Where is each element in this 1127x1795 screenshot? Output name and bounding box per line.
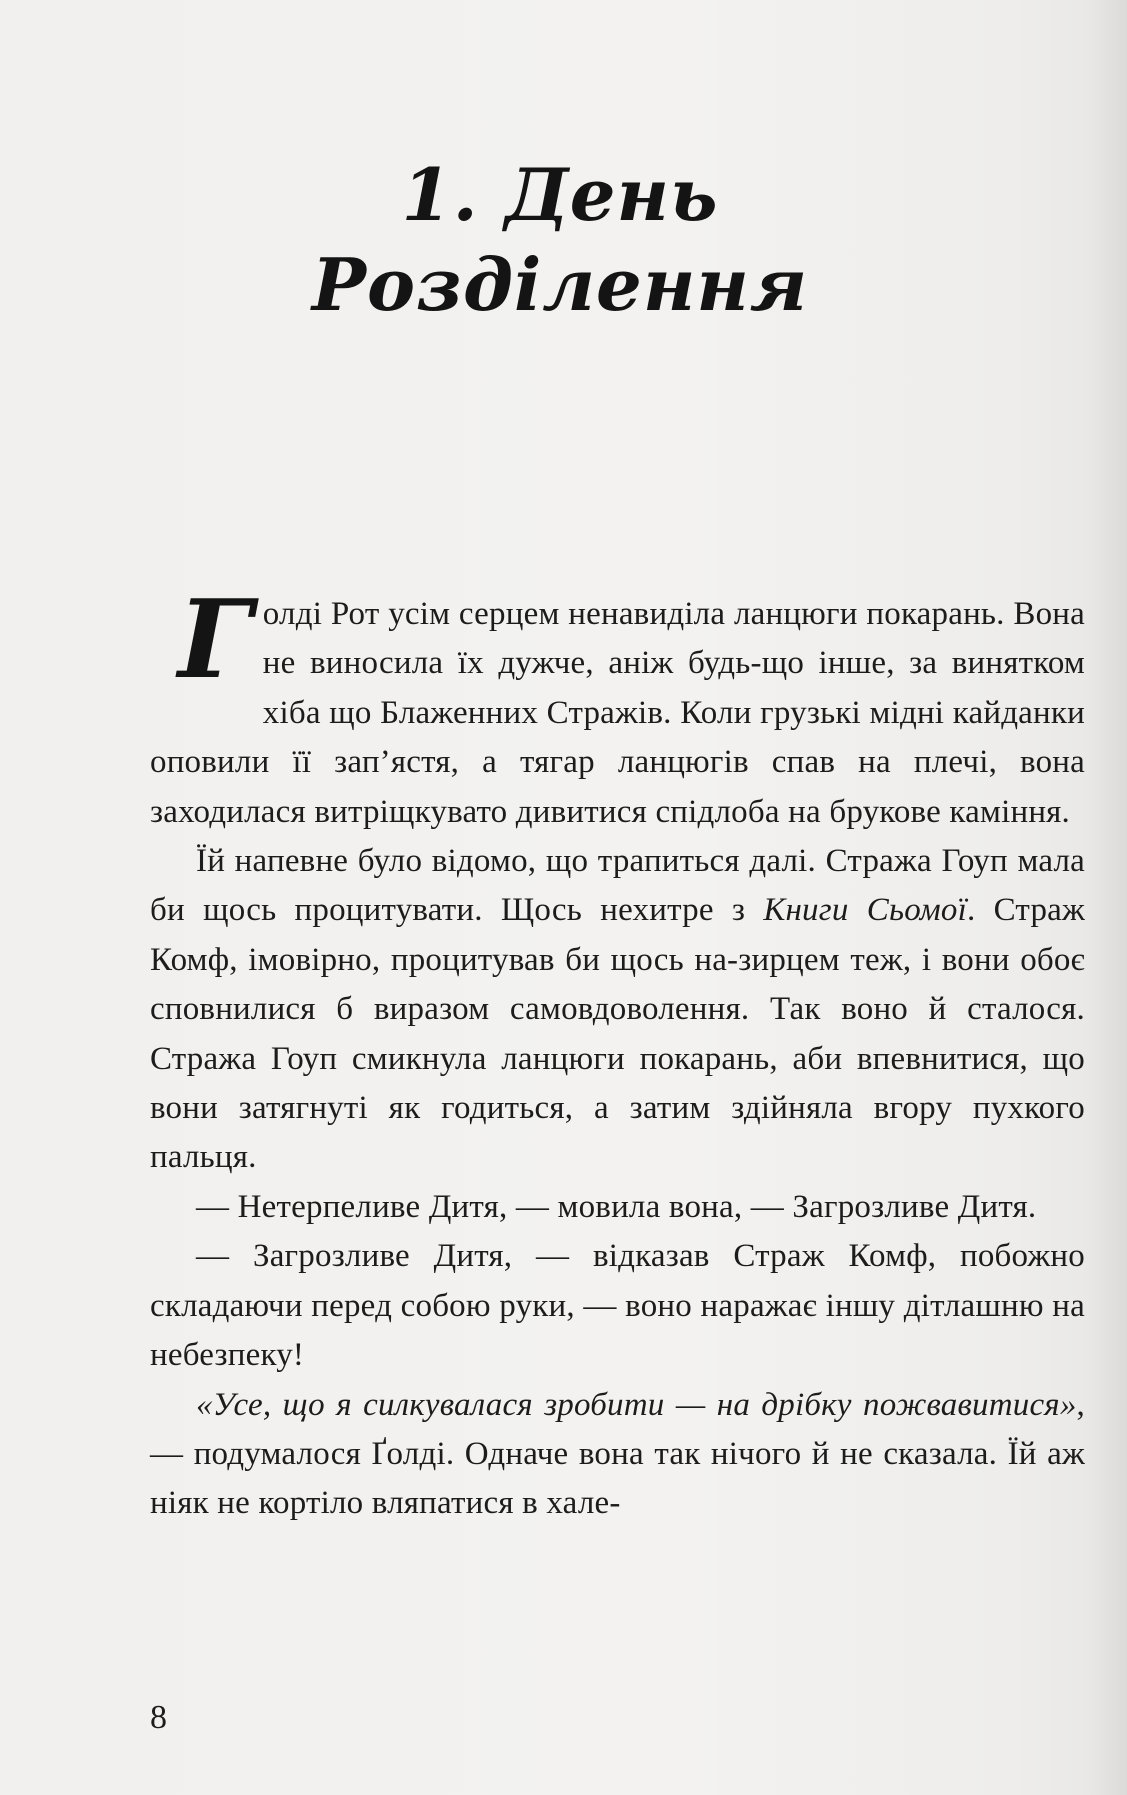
paragraph-5 <box>150 1381 1085 1529</box>
drop-cap: Г <box>178 577 253 703</box>
paragraph-text: олді Рот усім серцем ненавиділа ланцюги покарань. Вона не виносила їх дужче, аніж будь-що інше, за винятком хіба що Блаженних Стражів. Коли грузькі мідні кайданки оповили її зап’ястя, а тягар ланцюгів спав на плечі, вона заходилася витріщкувато дивитися спідлоба на брукове каміння. <box>150 596 1085 830</box>
dialogue-line: — Загрозливе Дитя, — відказав Страж Комф, побожно складаючи перед собою руки, — воно наражає іншу дітлашню на небезпеку! <box>150 1238 1085 1374</box>
paragraph-3 <box>150 1183 1085 1232</box>
paragraph-2 <box>150 837 1085 1183</box>
page-edge-shadow <box>1087 0 1127 1795</box>
paragraph-1 <box>150 577 1085 837</box>
inner-thought: «Усе, що я силкувалася зробити — на дрібку пожвавитися» <box>196 1386 1077 1423</box>
book-reference: Книги Сьомої <box>763 892 967 929</box>
paragraph-4 <box>150 1232 1085 1380</box>
dialogue-line: — Нетерпеливе Дитя, — мовила вона, — Загрозливе Дитя. <box>196 1188 1037 1225</box>
paragraph-text: , — подумалося Ґолді. Одначе вона так нічого й не сказала. Їй аж ніяк не кортіло вляпатися в хале- <box>150 1386 1085 1522</box>
paragraph-text: . Страж Комф, імовірно, процитував би щось на-зирцем теж, і вони обоє сповнилися б виразом самовдоволення. Так воно й сталося. Стража Гоуп смикнула ланцюги покарань, аби впевнитися, що вони затягнуті як годиться, а затим здійняла вгору пухкого пальця. <box>150 892 1085 1176</box>
chapter-body <box>150 577 1085 1529</box>
paragraph-text: Їй напевне було відомо, що трапиться далі. Стража Гоуп мала би щось процитувати. Щось нехитре з <box>150 843 1085 929</box>
chapter-title: 1. День Розділення <box>311 152 809 327</box>
page-number: 8 <box>150 1699 167 1736</box>
